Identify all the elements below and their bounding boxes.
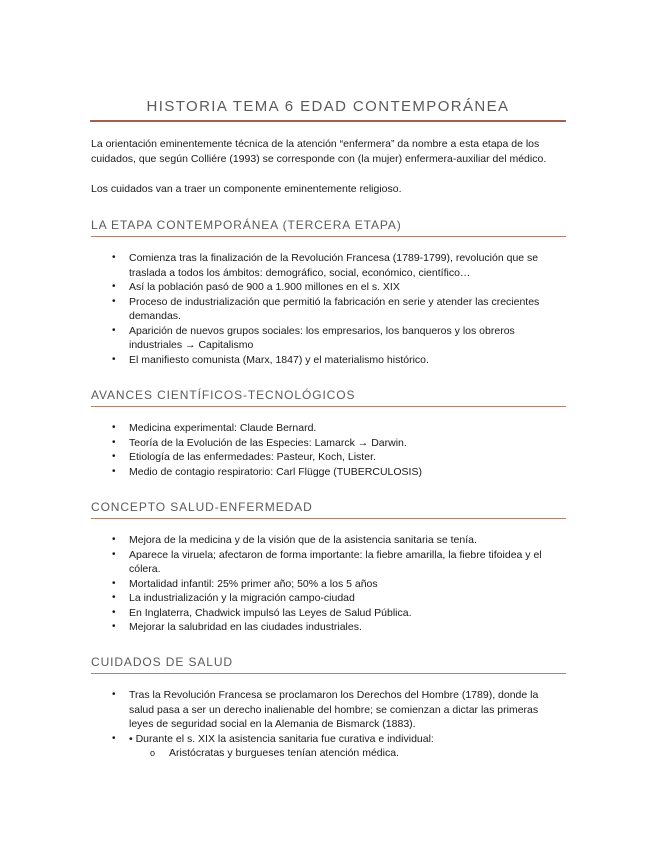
section-heading-avances: AVANCES CIENTÍFICOS-TECNOLÓGICOS	[91, 388, 356, 402]
list-item	[91, 295, 551, 324]
list-item	[91, 450, 551, 465]
list-item-text: Mejorar la salubridad en las ciudades industriales.	[129, 621, 362, 633]
list-item-text: Aparición de nuevos grupos sociales: los empresarios, los banqueros y los obreros industriales → Capitalismo	[129, 324, 515, 351]
intro-paragraph-1: La orientación eminentemente técnica de la atención “enfermera” da nombre a esta etapa de los cuidados, que según Colliére (1993) se corresponde con (la mujer) enfermera-auxiliar del médico.	[91, 138, 547, 165]
bullet-icon: •	[112, 451, 116, 462]
list-item	[91, 436, 551, 451]
bullet-list-avances	[91, 421, 551, 479]
section-rule	[91, 518, 566, 519]
bullet-icon: •	[112, 732, 116, 744]
list-item-text: Teoría de la Evolución de las Especies: Lamarck → Darwin.	[129, 436, 407, 449]
bullet-icon: •	[112, 592, 116, 603]
list-item-text: Así la población pasó de 900 a 1.900 millones en el s. XIX	[129, 281, 400, 293]
list-item-text: Proceso de industrialización que permitió la fabricación en serie y atender las crecientes demandas.	[129, 295, 540, 322]
bullet-icon: •	[112, 422, 116, 433]
bullet-icon: •	[112, 577, 116, 589]
list-item	[91, 251, 551, 280]
list-item	[91, 732, 551, 761]
bullet-icon: •	[112, 324, 116, 336]
list-item	[91, 620, 551, 635]
section-heading-cuidados: CUIDADOS DE SALUD	[91, 655, 233, 669]
bullet-list-cuidados	[91, 688, 551, 761]
list-item-text: Aparece la viruela; afectaron de forma importante: la fiebre amarilla, la fiebre tifoidea y el cólera.	[129, 548, 542, 575]
list-item	[91, 465, 551, 480]
section-rule	[91, 236, 566, 237]
section-heading-etapa: LA ETAPA CONTEMPORÁNEA (TERCERA ETAPA)	[91, 218, 402, 232]
list-item	[91, 606, 551, 621]
bullet-list-salud-enfermedad	[91, 533, 551, 635]
bullet-icon: •	[112, 548, 116, 560]
list-item-text: Mejora de la medicina y de la visión que de la asistencia sanitaria se tenía.	[129, 534, 477, 546]
title-rule	[90, 120, 566, 122]
list-item	[91, 548, 551, 577]
list-item-text: Comienza tras la finalización de la Revolución Francesa (1789-1799), revolución que se traslada a todos los ámbitos: demográfico, social, económico, científico…	[129, 252, 539, 279]
list-item-text: Tras la Revolución Francesa se proclamaron los Derechos del Hombre (1789), donde la salud pasa a ser un derecho inalienable del hombre; se comienzan a dictar las primeras leyes de seguridad social en la Alemania de Bismarck (1883).	[129, 689, 539, 730]
intro-paragraph-2: Los cuidados van a traer un componente eminentemente religioso.	[91, 183, 402, 195]
section-heading-salud-enfermedad: CONCEPTO SALUD-ENFERMEDAD	[91, 500, 313, 514]
list-item-text: Etiología de las enfermedades: Pasteur, Koch, Lister.	[129, 451, 376, 463]
list-item-text: Medicina experimental: Claude Bernard.	[129, 422, 317, 434]
list-item-text: El manifiesto comunista (Marx, 1847) y el materialismo histórico.	[129, 353, 429, 366]
section-rule	[91, 673, 566, 674]
circle-bullet-icon: o	[150, 748, 156, 758]
list-item-text: Medio de contagio respiratorio: Carl Flügge (TUBERCULOSIS)	[129, 465, 422, 478]
sub-list	[129, 746, 551, 761]
bullet-icon: •	[112, 621, 116, 632]
list-item-text: En Inglaterra, Chadwick impulsó las Leyes de Salud Pública.	[129, 606, 412, 619]
bullet-icon: •	[112, 295, 116, 307]
bullet-icon: •	[112, 606, 116, 618]
list-item	[91, 591, 551, 606]
page-title: HISTORIA TEMA 6 EDAD CONTEMPORÁNEA	[146, 98, 510, 115]
list-item	[91, 577, 551, 592]
list-item	[91, 280, 551, 295]
list-item-text: La industrialización y la migración campo-ciudad	[129, 592, 355, 604]
sub-list-item-text: Aristócratas y burgueses tenían atención médica.	[169, 747, 399, 759]
bullet-icon: •	[112, 534, 116, 545]
bullet-icon: •	[112, 353, 116, 365]
sub-list-item	[129, 746, 551, 761]
bullet-icon: •	[112, 689, 116, 700]
bullet-icon: •	[112, 436, 116, 448]
list-item-text: Mortalidad infantil: 25% primer año; 50% a los 5 años	[129, 577, 378, 590]
list-item	[91, 688, 551, 732]
bullet-list-etapa	[91, 251, 551, 367]
list-item	[91, 353, 551, 368]
list-item	[91, 533, 551, 548]
bullet-icon: •	[112, 465, 116, 477]
list-item	[91, 421, 551, 436]
bullet-icon: •	[112, 252, 116, 263]
section-rule	[91, 406, 566, 407]
list-item-text: • Durante el s. XIX la asistencia sanitaria fue curativa e individual:	[129, 732, 434, 745]
bullet-icon: •	[112, 281, 116, 292]
list-item	[91, 324, 551, 353]
